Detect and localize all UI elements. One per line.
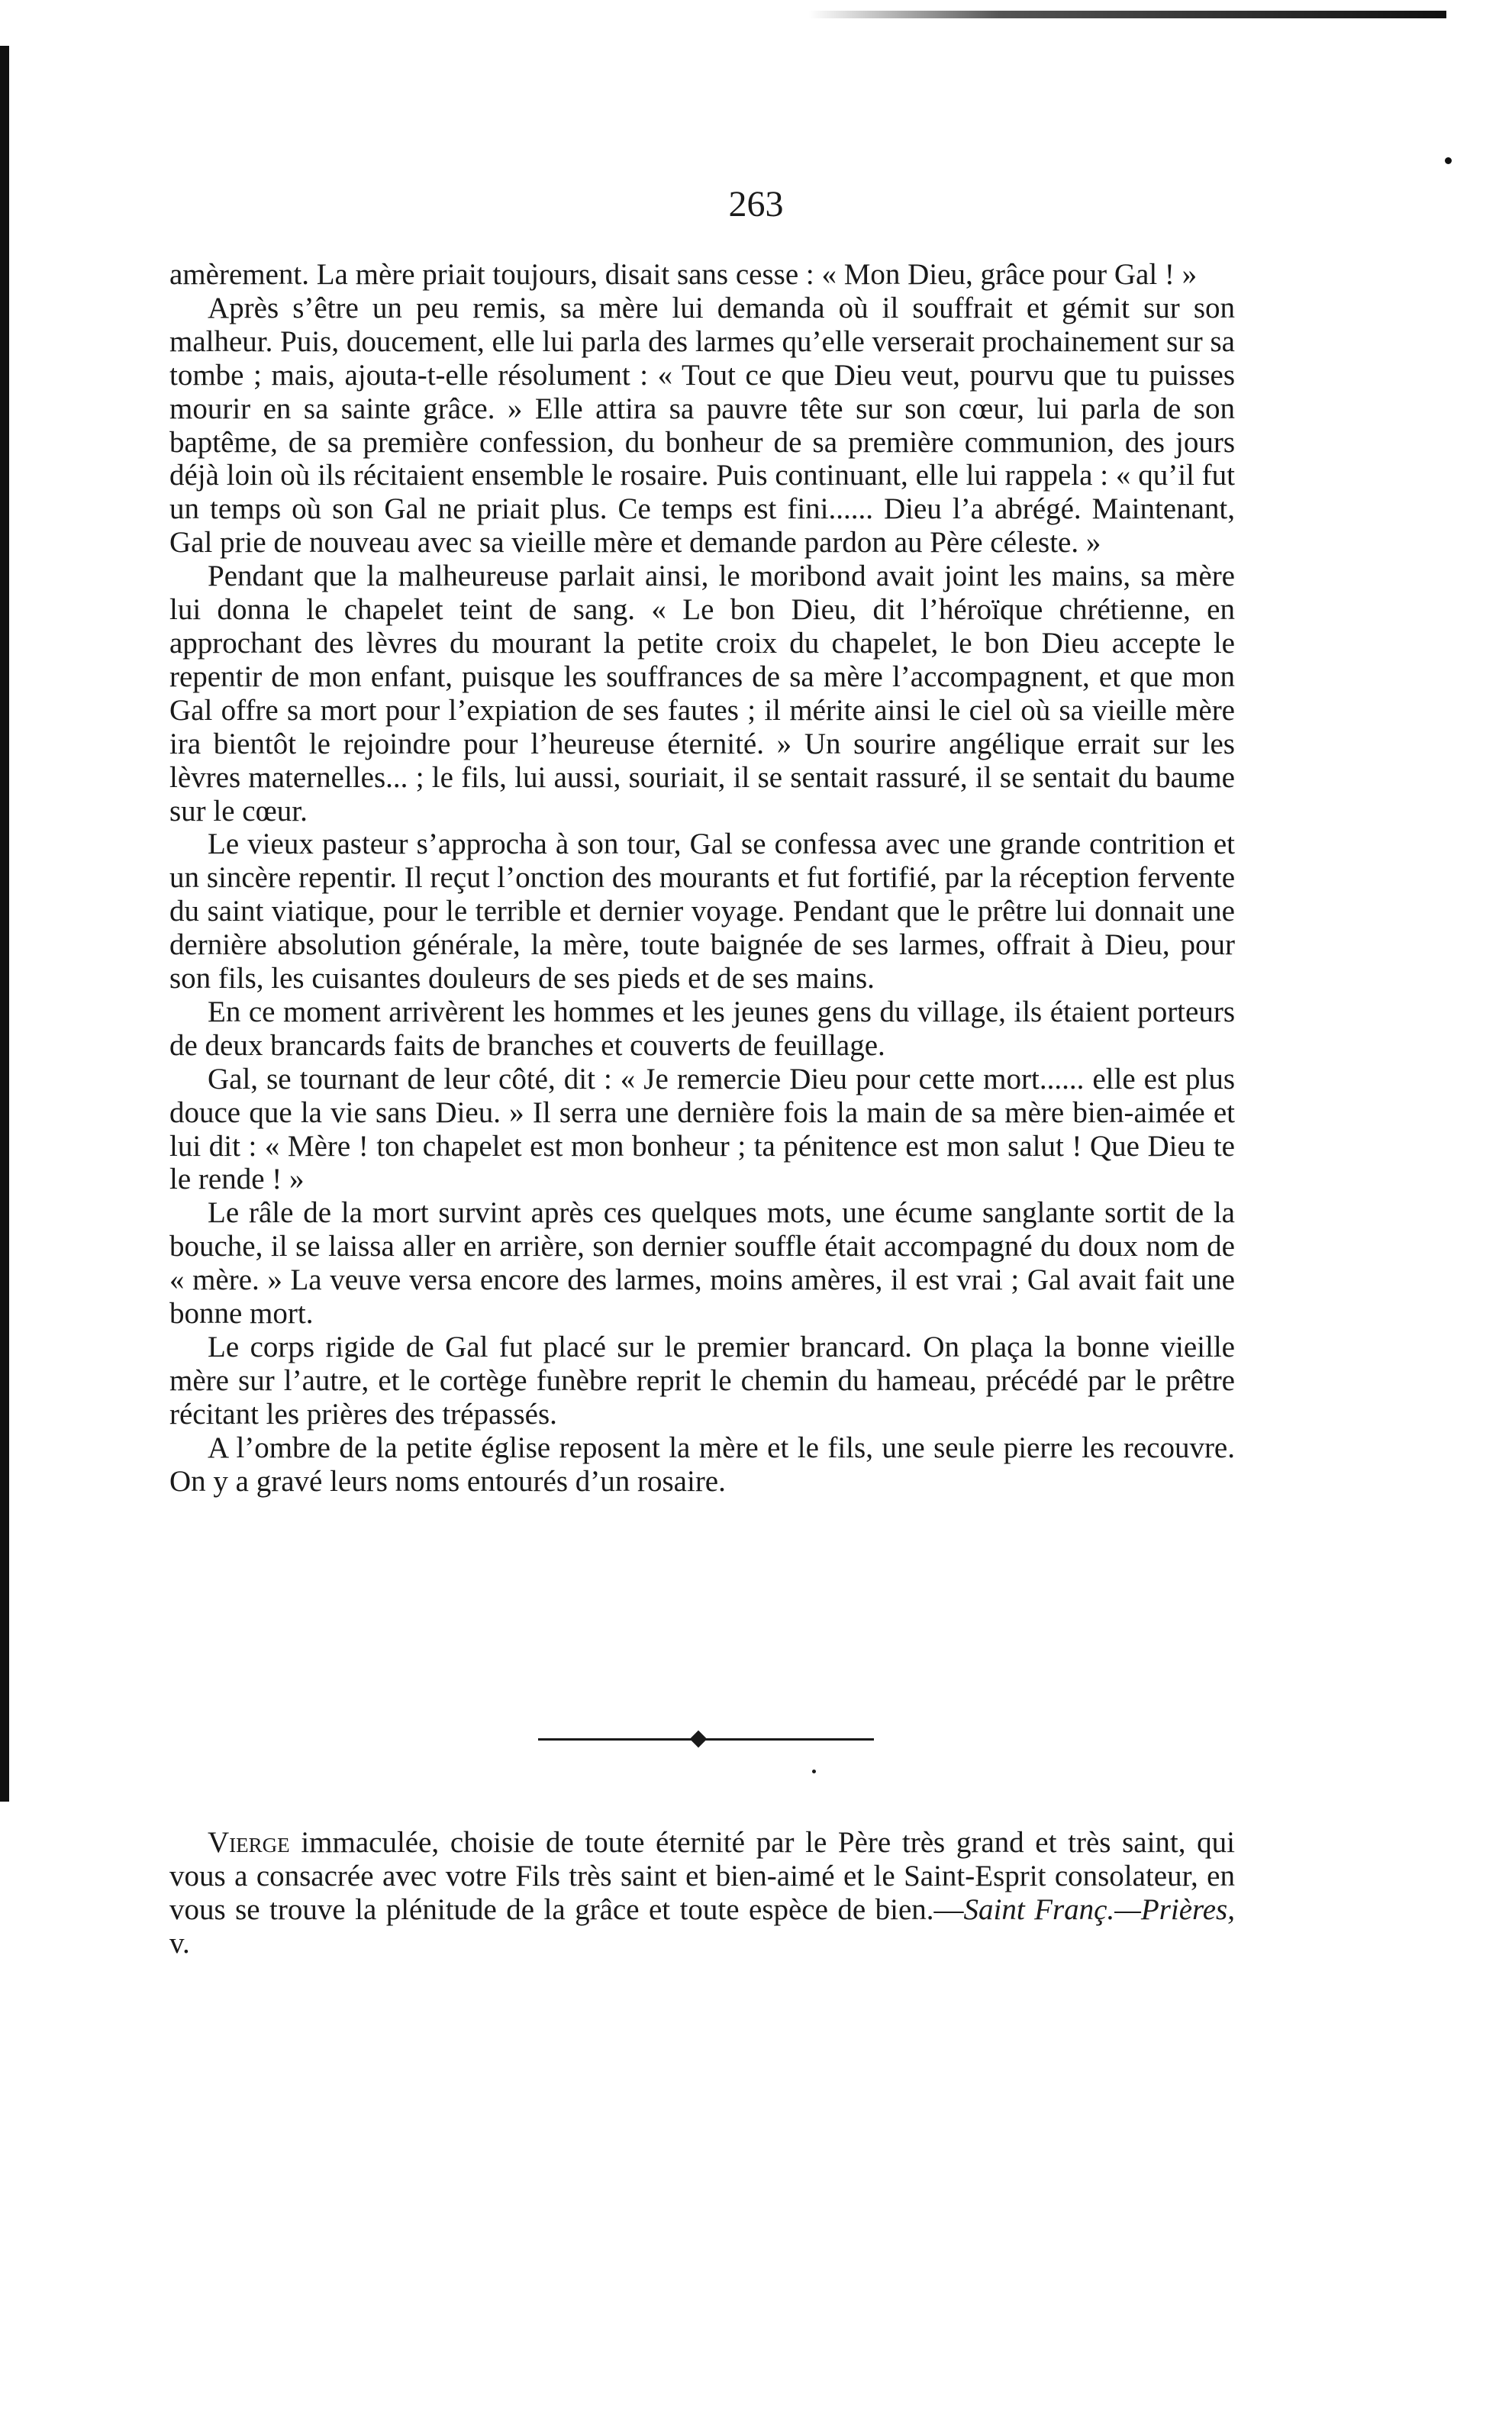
separator-dot (812, 1770, 816, 1773)
scan-speck (1445, 157, 1452, 164)
prayer-block (169, 1826, 1235, 1960)
prayer-text: immaculée, choisie de toute éternité par le Père très grand et très saint, qui vous a consacrée avec votre Fils très saint et bien-aimé et le Saint-Esprit consolateur, en vous se trouve la plénitude de la grâce et toute espèce de bien.— (169, 1826, 1235, 1926)
paragraph: Le corps rigide de Gal fut placé sur le premier brancard. On plaça la bonne vieille mère sur l’autre, et le cortège funèbre reprit le chemin du hameau, précédé par le prêtre récitant les prières des trépassés. (169, 1331, 1235, 1431)
paragraph: Le râle de la mort survint après ces quelques mots, une écume sanglante sortit de la bouche, il se laissa aller en arrière, son dernier souffle était accompagné du doux nom de « mère. » La veuve versa encore des larmes, moins amères, il est vrai ; Gal avait fait une bonne mort. (169, 1196, 1235, 1331)
paragraph: Gal, se tournant de leur côté, dit : « Je remercie Dieu pour cette mort...... elle est plus douce que la vie sans Dieu. » Il serra une dernière fois la main de sa mère bien-aimée et lui dit : « Mère ! ton chapelet est mon bonheur ; ta pénitence est mon salut ! Que Dieu te le rende ! » (169, 1062, 1235, 1196)
page-number: 263 (728, 184, 784, 224)
prayer-source: Saint Franç.—Prières, (963, 1892, 1235, 1926)
paragraph: A l’ombre de la petite église reposent la mère et le fils, une seule pierre les recouvre. On y a gravé leurs noms entourés d’un rosaire. (169, 1431, 1235, 1498)
prayer-paragraph (169, 1826, 1235, 1960)
prayer-source-tail: v. (169, 1926, 190, 1960)
scan-left-edge (0, 46, 9, 1802)
paragraph: Le vieux pasteur s’approcha à son tour, Gal se confessa avec une grande contrition et un sincère repentir. Il reçut l’onction des mourants et fut fortifié, par la réception fervente du saint viatique, pour le terrible et dernier voyage. Pendant que le prêtre lui donnait une dernière absolution générale, la mère, toute baignée de ses larmes, offrait à Dieu, pour son fils, les cuisantes douleurs de ses pieds et de ses mains. (169, 828, 1235, 995)
story-text (169, 258, 1235, 1499)
scan-top-rule (809, 11, 1446, 18)
separator-diamond-ornament (690, 1731, 708, 1748)
section-separator (538, 1731, 874, 1747)
prayer-lead-word: Vierge (208, 1826, 290, 1859)
paragraph: Après s’être un peu remis, sa mère lui demanda où il souffrait et gémit sur son malheur. Puis, doucement, elle lui parla des larmes qu’elle verserait prochainement sur sa tombe ; mais, ajouta-t-elle résolument : « Tout ce que Dieu veut, pourvu que tu puisses mourir en sa sainte grâce. » Elle attira sa pauvre tête sur son cœur, lui parla de son baptême, de sa première confession, du bonheur de sa première communion, des jours déjà loin où ils récitaient ensemble le rosaire. Puis continuant, elle lui rappela : « qu’il fut un temps où son Gal ne priait plus. Ce temps est fini...... Dieu l’a abrégé. Maintenant, Gal prie de nouveau avec sa vieille mère et demande pardon au Père céleste. » (169, 291, 1235, 560)
paragraph: amèrement. La mère priait toujours, disait sans cesse : « Mon Dieu, grâce pour Gal ! » (169, 258, 1198, 291)
paragraph: Pendant que la malheureuse parlait ainsi, le moribond avait joint les mains, sa mère lui donna le chapelet teint de sang. « Le bon Dieu, dit l’héroïque chrétienne, en approchant des lèvres du mourant la petite croix du chapelet, le bon Dieu accepte le repentir de mon enfant, puisque les souffrances de sa mère l’accompagnent, et que mon Gal offre sa mort pour l’expiation de ses fautes ; il mérite ainsi le ciel où sa vieille mère ira bientôt le rejoindre pour l’heureuse éternité. » Un sourire angélique errait sur les lèvres maternelles... ; le fils, lui aussi, souriait, il se sentait rassuré, il se sentait du baume sur le cœur. (169, 560, 1235, 828)
paragraph: En ce moment arrivèrent les hommes et les jeunes gens du village, ils étaient porteurs de deux brancards faits de branches et couverts de feuillage. (169, 995, 1235, 1062)
